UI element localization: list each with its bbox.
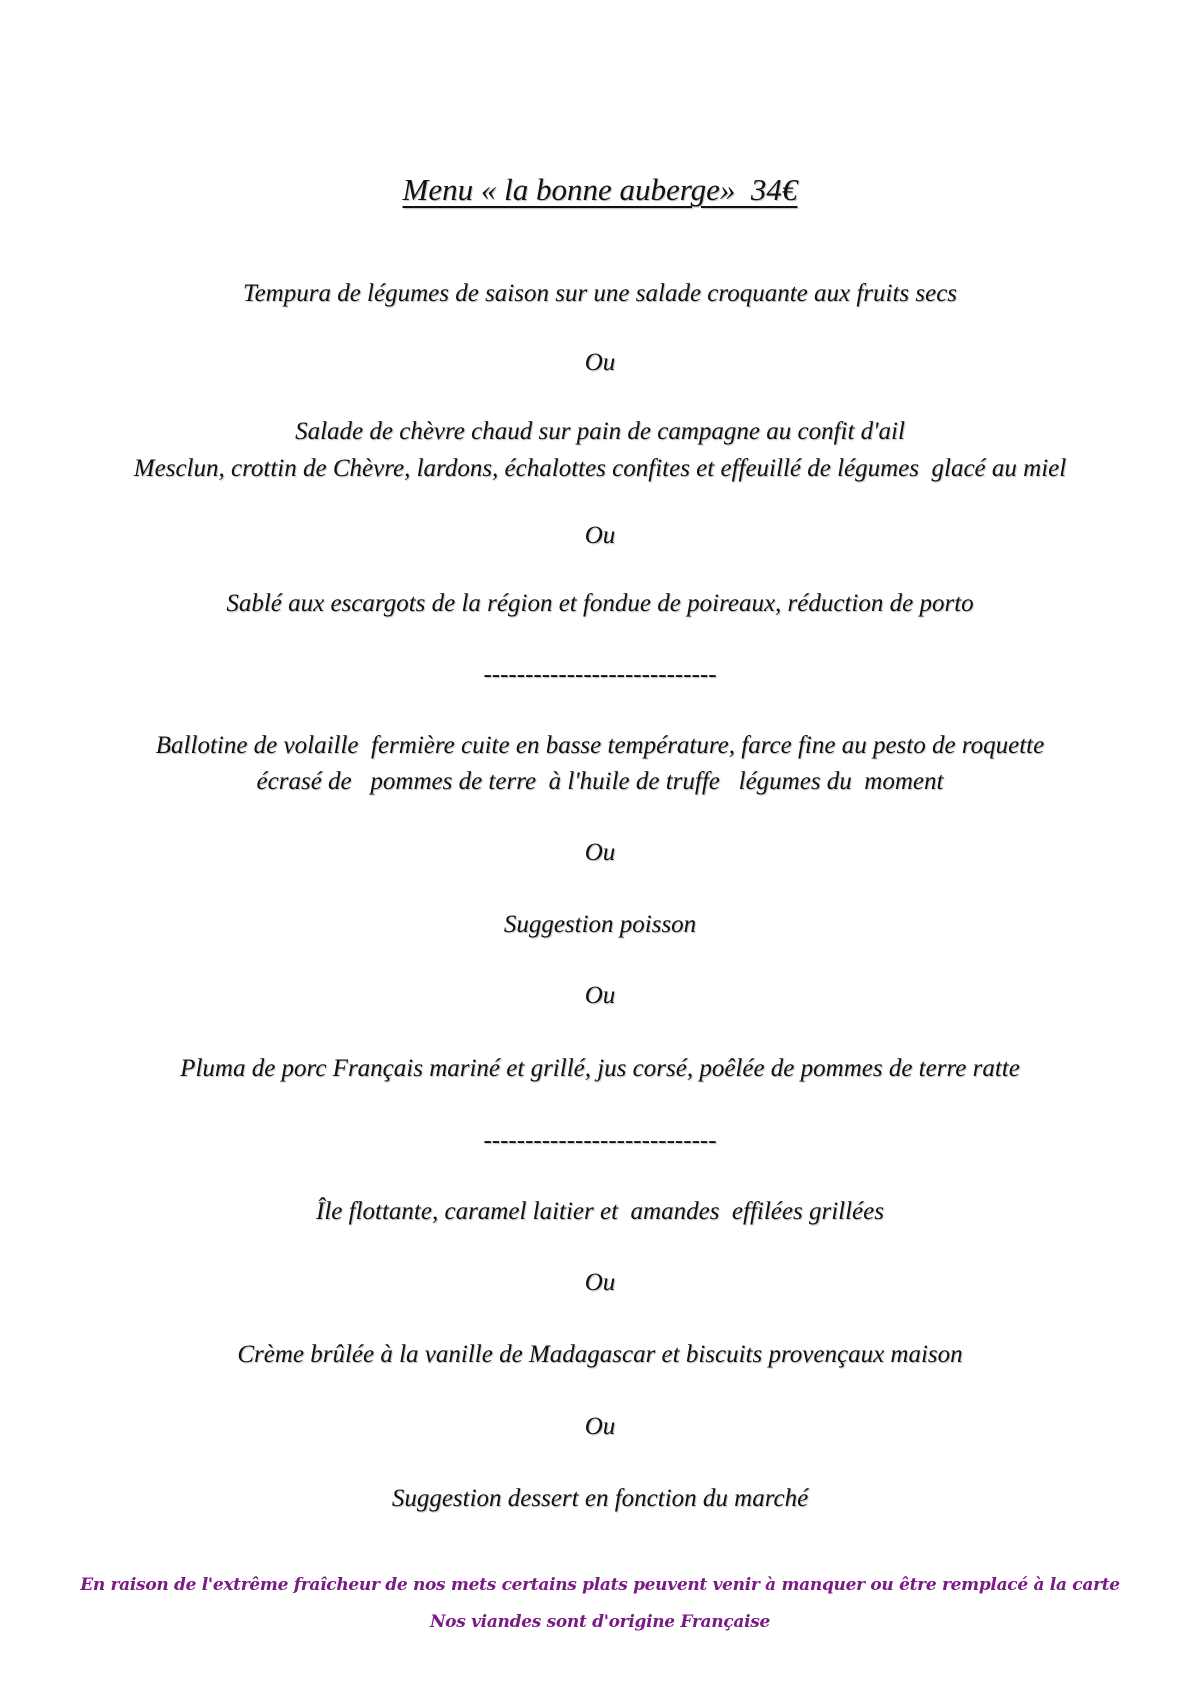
separator: ----------------------------	[483, 1127, 717, 1154]
dessert-2: Crème brûlée à la vanille de Madagascar et biscuits provençaux maison	[237, 1341, 963, 1368]
footer-origin: Nos viandes sont d'origine Française	[429, 1612, 771, 1632]
or-label: Ou	[584, 982, 616, 1009]
main-1: Ballotine de volaille fermière cuite en basse température, farce fine au pesto de roquette	[155, 732, 1045, 759]
dessert-3: Suggestion dessert en fonction du marché	[391, 1485, 809, 1512]
footer-notice: En raison de l'extrême fraîcheur de nos mets certains plats peuvent venir à manquer ou être remplacé à la carte	[80, 1575, 1120, 1595]
dessert-1: Île flottante, caramel laitier et amandes effilées grillées	[316, 1198, 884, 1225]
main-2: Suggestion poisson	[503, 911, 697, 938]
separator: ----------------------------	[483, 661, 717, 688]
or-label: Ou	[584, 839, 616, 866]
starter-3: Sablé aux escargots de la région et fondue de poireaux, réduction de porto	[226, 590, 974, 617]
starter-2-detail: Mesclun, crottin de Chèvre, lardons, échalottes confites et effeuillé de légumes glacé au miel	[133, 455, 1067, 482]
menu-title-text: Menu « la bonne auberge» 34€	[402, 172, 798, 207]
starter-1: Tempura de légumes de saison sur une salade croquante aux fruits secs	[242, 280, 958, 307]
or-label: Ou	[584, 522, 616, 549]
menu-title	[0, 170, 1200, 210]
main-3: Pluma de porc Français mariné et grillé, jus corsé, poêlée de pommes de terre ratte	[180, 1055, 1020, 1082]
or-label: Ou	[584, 1413, 616, 1440]
or-label: Ou	[584, 349, 616, 376]
or-label: Ou	[584, 1269, 616, 1296]
main-1-detail: écrasé de pommes de terre à l'huile de truffe légumes du moment	[256, 768, 944, 795]
starter-2: Salade de chèvre chaud sur pain de campagne au confit d'ail	[295, 418, 905, 445]
